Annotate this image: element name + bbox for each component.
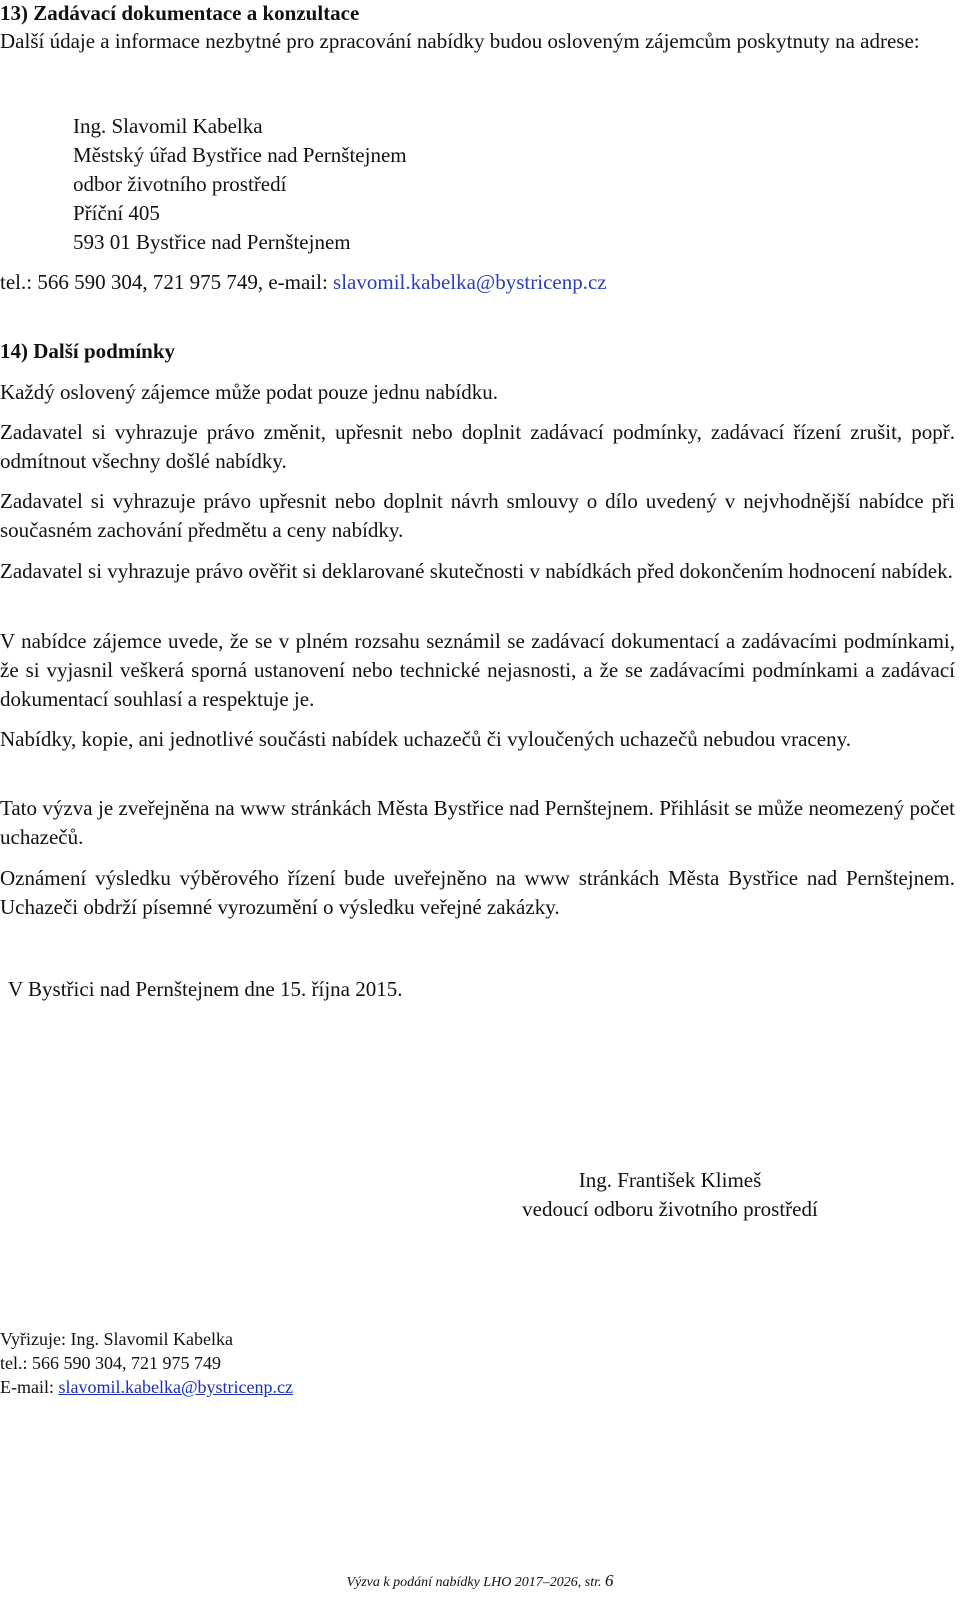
section-14-heading: 14) Další podmínky bbox=[0, 339, 176, 363]
signature-title: vedoucí odboru životního prostředí bbox=[522, 1197, 818, 1221]
section-13-heading: 13) Zadávací dokumentace a konzultace bbox=[0, 1, 360, 25]
condition-paragraph: V nabídce zájemce uvede, že se v plném rozsahu seznámil se zadávací dokumentací a zadávacími podmínkami, že si vyjasnil veškerá sporná ustanovení nebo technické nejasnosti, a že se zadávacími podmínkami a zadávací dokumentací souhlasí a respektuje je. bbox=[0, 629, 955, 711]
handler-email-label: E-mail: bbox=[0, 1377, 59, 1397]
signature-name: Ing. František Klimeš bbox=[578, 1168, 762, 1192]
address-department: odbor životního prostředí bbox=[73, 172, 287, 196]
handler-email-link[interactable]: slavomil.kabelka@bystricenp.cz bbox=[58, 1377, 293, 1397]
section-13-intro: Další údaje a informace nezbytné pro zpracování nabídky budou osloveným zájemcům poskytnuty na adrese: bbox=[0, 29, 920, 53]
address-name: Ing. Slavomil Kabelka bbox=[73, 114, 263, 138]
handler-email-line bbox=[0, 1375, 955, 1399]
contact-email-link[interactable]: slavomil.kabelka@bystricenp.cz bbox=[333, 270, 607, 294]
condition-paragraph: Zadavatel si vyhrazuje právo upřesnit nebo doplnit návrh smlouvy o dílo uvedený v nejvhodnější nabídce při současném zachování předmětu a ceny nabídky. bbox=[0, 489, 955, 542]
address-city: 593 01 Bystřice nad Pernštejnem bbox=[73, 230, 351, 254]
contact-phone-text: tel.: 566 590 304, 721 975 749, e-mail: bbox=[0, 270, 334, 294]
contact-line bbox=[0, 268, 955, 297]
handler-name: Vyřizuje: Ing. Slavomil Kabelka bbox=[0, 1329, 233, 1349]
address-street: Příční 405 bbox=[73, 201, 160, 225]
condition-paragraph: Zadavatel si vyhrazuje právo ověřit si deklarované skutečnosti v nabídkách před dokončením hodnocení nabídek. bbox=[0, 559, 953, 583]
page-footer bbox=[0, 1571, 960, 1593]
condition-paragraph: Nabídky, kopie, ani jednotlivé součásti nabídek uchazečů či vyloučených uchazečů nebudou vraceny. bbox=[0, 727, 851, 751]
address-office: Městský úřad Bystřice nad Pernštejnem bbox=[73, 143, 407, 167]
page-number: 6 bbox=[605, 1571, 614, 1590]
condition-paragraph: Oznámení výsledku výběrového řízení bude uveřejněno na www stránkách Města Bystřice nad Pernštejnem. Uchazeči obdrží písemné vyrozumění o výsledku veřejné zakázky. bbox=[0, 866, 955, 919]
condition-paragraph: Každý oslovený zájemce může podat pouze jednu nabídku. bbox=[0, 380, 498, 404]
condition-paragraph: Tato výzva je zveřejněna na www stránkách Města Bystřice nad Pernštejnem. Přihlásit se může neomezený počet uchazečů. bbox=[0, 796, 955, 849]
footer-text: Výzva k podání nabídky LHO 2017–2026, str. bbox=[346, 1575, 606, 1590]
handler-phone: tel.: 566 590 304, 721 975 749 bbox=[0, 1353, 221, 1373]
date-line: V Bystřici nad Pernštejnem dne 15. října 2015. bbox=[8, 977, 403, 1001]
condition-paragraph: Zadavatel si vyhrazuje právo změnit, upřesnit nebo doplnit zadávací podmínky, zadávací řízení zrušit, popř. odmítnout všechny došlé nabídky. bbox=[0, 420, 955, 473]
contact-address bbox=[73, 112, 407, 257]
